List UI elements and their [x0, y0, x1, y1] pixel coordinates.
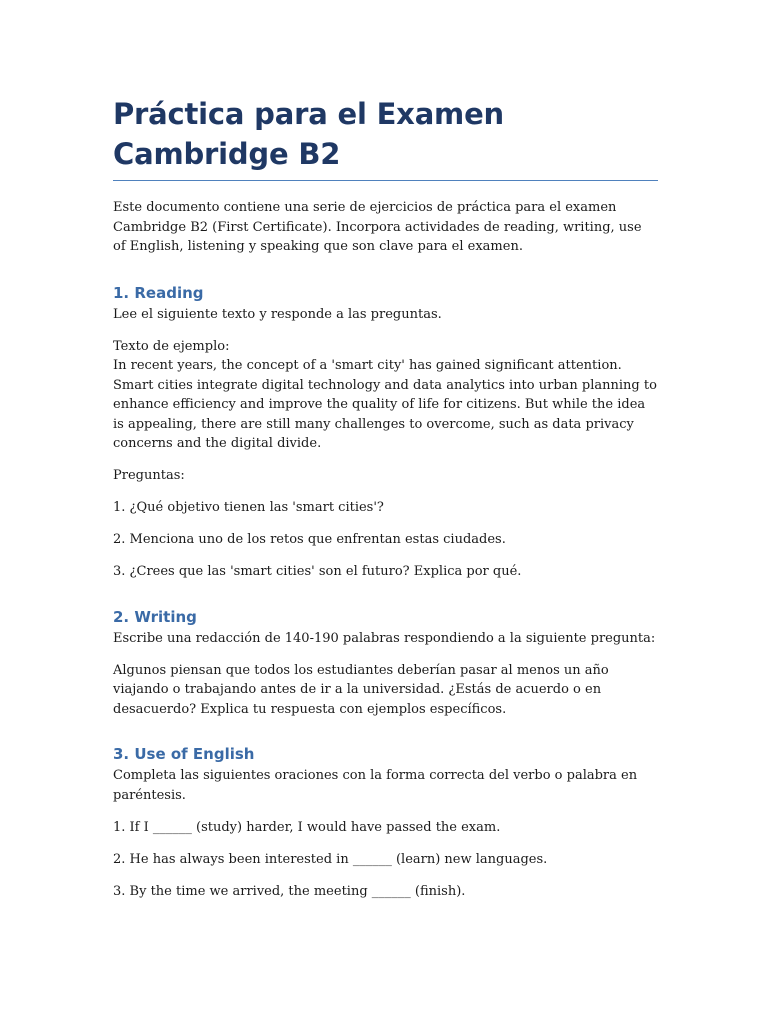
use-of-english-section	[113, 743, 658, 901]
reading-question-2: 2. Menciona uno de los retos que enfrentan estas ciudades.	[113, 532, 506, 547]
sample-label: Texto de ejemplo:	[113, 338, 230, 354]
writing-heading: 2. Writing	[113, 607, 197, 626]
reading-question-3: 3. ¿Crees que las 'smart cities' son el futuro? Explica por qué.	[113, 564, 522, 579]
use-of-english-instruction: Completa las siguientes oraciones con la forma correcta del verbo o palabra en paréntesis.	[113, 768, 638, 803]
reading-instruction: Lee el siguiente texto y responde a las preguntas.	[113, 306, 442, 322]
reading-section	[113, 282, 658, 582]
use-of-english-item-2: 2. He has always been interested in ______ (learn) new languages.	[113, 851, 548, 867]
writing-instruction: Escribe una redacción de 140-190 palabras respondiendo a la siguiente pregunta:	[113, 630, 656, 646]
sample-text: In recent years, the concept of a 'smart city' has gained significant attention. Smart cities integrate digital technology and data analytics into urban planning to enhance efficiency and improve the quality of life for citizens. But while the idea is appealing, there are still many challenges to overcome, such as data privacy concerns and the digital divide.	[113, 358, 657, 451]
use-of-english-item-1: 1. If I ______ (study) harder, I would have passed the exam.	[113, 819, 501, 835]
reading-question-1: 1. ¿Qué objetivo tienen las 'smart cities'?	[113, 500, 384, 515]
intro-paragraph: Este documento contiene una serie de ejercicios de práctica para el examen Cambridge B2 (First Certificate). Incorpora actividades de reading, writing, use of English, listening y speaking que son clave para el examen.	[113, 200, 642, 254]
use-of-english-item-3: 3. By the time we arrived, the meeting ______ (finish).	[113, 883, 466, 899]
questions-label: Preguntas:	[113, 468, 185, 483]
use-of-english-heading: 3. Use of English	[113, 745, 255, 763]
document-page	[113, 94, 658, 901]
writing-section	[113, 606, 658, 720]
document-title: Práctica para el Examen Cambridge B2	[113, 94, 658, 181]
writing-prompt: Algunos piensan que todos los estudiantes deberían pasar al menos un año viajando o trabajando antes de ir a la universidad. ¿Estás de acuerdo o en desacuerdo? Explica tu respuesta con ejemplos específicos.	[113, 662, 609, 717]
reading-heading: 1. Reading	[113, 283, 204, 302]
